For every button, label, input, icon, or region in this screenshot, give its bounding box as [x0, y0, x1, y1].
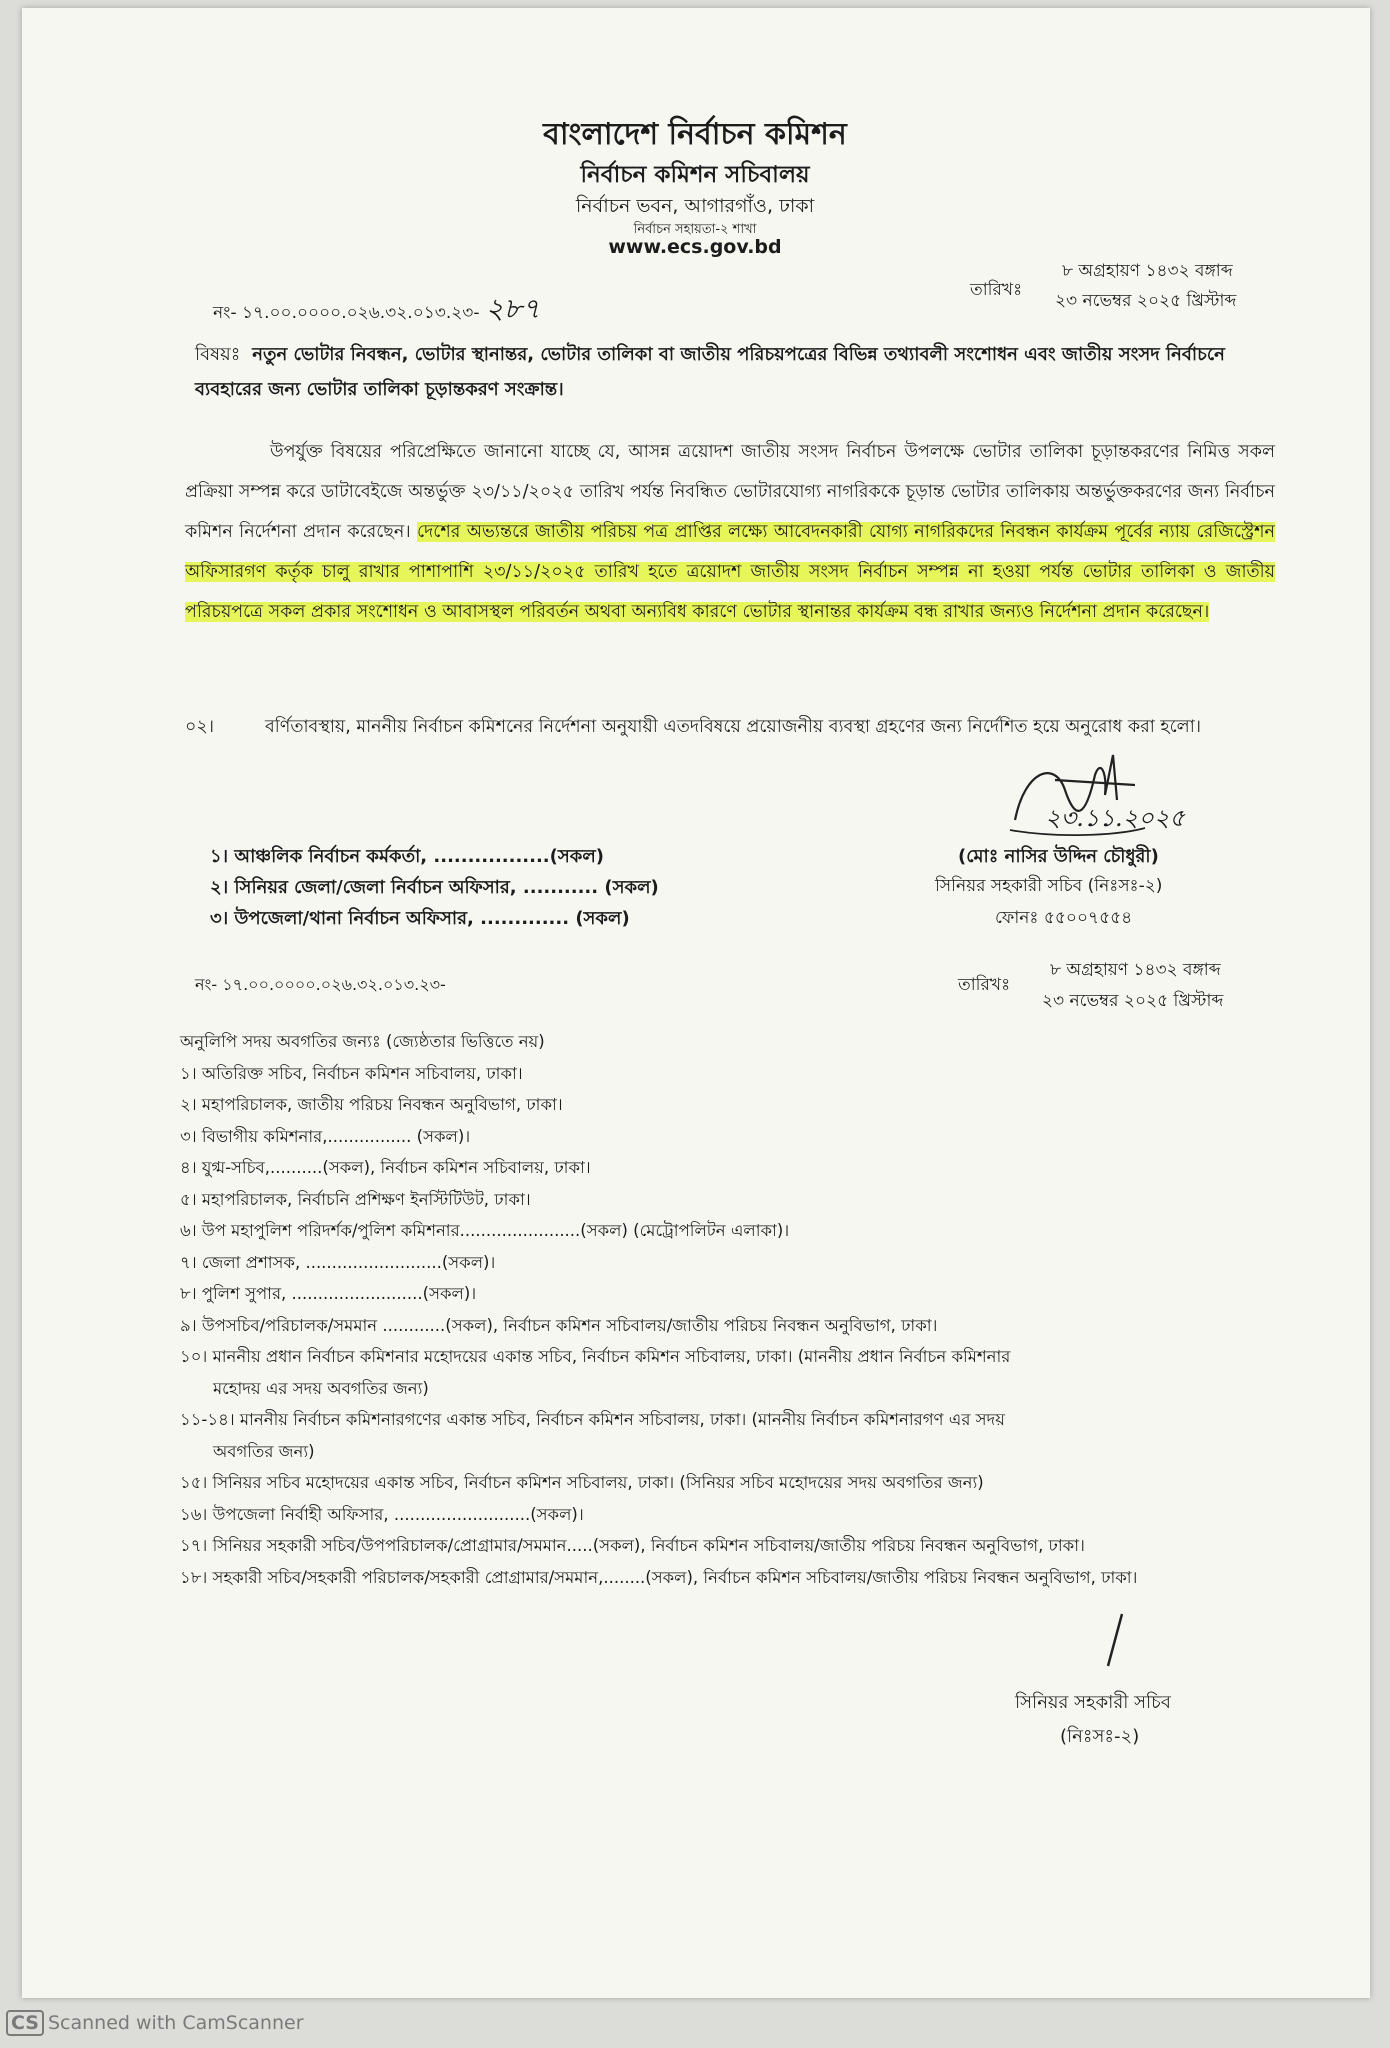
signatory-phone: ফোনঃ ৫৫০০৭৫৫৪: [995, 908, 1133, 928]
list-item: ৮। পুলিশ সুপার, .........................(সকল)।: [180, 1284, 477, 1303]
list-item: ১০। মাননীয় প্রধান নির্বাচন কমিশনার মহোদয়ের একান্ত সচিব, নির্বাচন কমিশন সচিবালয়, ঢাকা। (মাননীয় প্রধান নির্বাচন কমিশনার: [180, 1347, 1011, 1366]
signature-date: ২৩.১১.২০২৫: [1045, 804, 1186, 832]
memo-date-bangla: ৮ অগ্রহায়ণ ১৪৩২ বঙ্গাব্দ: [1062, 261, 1233, 281]
watermark-text: Scanned with CamScanner: [47, 2012, 304, 2034]
org-address: নির্বাচন ভবন, আগারগাঁও, ঢাকা: [575, 195, 815, 217]
body-paragraph-1: [185, 432, 1275, 632]
paragraph-plain: উপর্যুক্ত বিষয়ের পরিপ্রেক্ষিতে জানানো যাচ্ছে যে, আসন্ন ত্রয়োদশ জাতীয় সংসদ নির্বাচন উপলক্ষে ভোটার তালিকা চূড়ান্তকরণের নিমিত্ত সকল প্রক্রিয়া সম্পন্ন করে ডাটাবেইজে অন্তর্ভুক্ত ২৩/১১/২০২৫ তারিখ পর্যন্ত নিবন্ধিত ভোটারযোগ্য নাগরিককে চূড়ান্ত ভোটার তালিকায় অন্তর্ভুক্তকরণের জন্য নির্বাচন কমিশন নির্দেশনা প্রদান করেছেন।: [185, 442, 1275, 542]
list-item: ৫। মহাপরিচালক, নির্বাচনি প্রশিক্ষণ ইনস্টিটিউট, ঢাকা।: [180, 1189, 531, 1209]
signoff-office: (নিঃসঃ-২): [1060, 1726, 1140, 1747]
copy-heading: অনুলিপি সদয় অবগতির জন্যঃ (জ্যেষ্ঠতার ভিত্তিতে নয়): [180, 1032, 545, 1051]
subject: [195, 337, 1285, 407]
memo2-date-bangla: ৮ অগ্রহায়ণ ১৪৩২ বঙ্গাব্দ: [1050, 960, 1221, 980]
recipient-3: ৩। উপজেলা/থানা নির্বাচন অফিসার, ............. (সকল): [210, 908, 630, 929]
recipient-2: ২। সিনিয়র জেলা/জেলা নির্বাচন অফিসার, ........... (সকল): [210, 877, 659, 898]
memo2-date-gregorian: ২৩ নভেম্বর ২০২৫ খ্রিস্টাব্দ: [1042, 991, 1224, 1011]
memo-date-label: তারিখঃ: [970, 280, 1023, 300]
paragraph-number: ০২।: [185, 717, 215, 737]
list-item: ৪। যুগ্ম-সচিব,..........(সকল), নির্বাচন কমিশন সচিবালয়, ঢাকা।: [180, 1158, 591, 1177]
list-item: ২। মহাপরিচালক, জাতীয় পরিচয় নিবন্ধন অনুবিভাগ, ঢাকা।: [180, 1095, 563, 1114]
paragraph-highlight: দেশের অভ্যন্তরে জাতীয় পরিচয় পত্র প্রাপ্তির লক্ষ্যে আবেদনকারী যোগ্য নাগরিকদের নিবন্ধন কার্যক্রম পূর্বের ন্যায় রেজিস্ট্রেশন অফিসারগণ কর্তৃক চালু রাখার পাশাপাশি ২৩/১১/২০২৫ তারিখ হতে ত্রয়োদশ জাতীয় সংসদ নির্বাচন সম্পন্ন না হওয়া পর্যন্ত ভোটার তালিকা ও জাতীয় পরিচয়পত্রে সকল প্রকার সংশোধন ও আবাসস্থল পরিবর্তন অথবা অন্যবিধ কারণে ভোটার স্থানান্তর কার্যক্রম বন্ধ রাখার জন্যও নির্দেশনা প্রদান করেছেন।: [185, 522, 1275, 622]
signatory-designation: সিনিয়র সহকারী সচিব (নিঃসঃ-২): [935, 876, 1163, 896]
list-item: ১৫। সিনিয়র সচিব মহোদয়ের একান্ত সচিব, নির্বাচন কমিশন সচিবালয়, ঢাকা। (সিনিয়র সচিব মহোদয়ের সদয় অবগতির জন্য): [180, 1473, 984, 1492]
memo2-date-label: তারিখঃ: [958, 975, 1011, 995]
subject-label: বিষয়ঃ: [195, 344, 241, 365]
list-item-continuation: মহোদয় এর সদয় অবগতির জন্য): [213, 1378, 429, 1398]
scanner-watermark: [6, 2010, 304, 2036]
list-item: ৭। জেলা প্রশাসক, ..........................(সকল)।: [180, 1252, 496, 1272]
list-item-continuation: অবগতির জন্য): [213, 1441, 315, 1461]
recipient-1: ১। আঞ্চলিক নির্বাচন কর্মকর্তা, .................(সকল): [210, 846, 604, 867]
camscanner-logo: CS: [6, 2010, 44, 2036]
signoff-mark: [1100, 1610, 1130, 1670]
org-branch: নির্বাচন সহায়তা-২ শাখা: [633, 222, 757, 237]
org-website: www.ecs.gov.bd: [608, 236, 782, 258]
org-subtitle: নির্বাচন কমিশন সচিবালয়: [580, 162, 810, 188]
list-item: ১৮। সহকারী সচিব/সহকারী পরিচালক/সহকারী প্রোগ্রামার/সমমান,........(সকল), নির্বাচন কমিশন সচিবালয়/জাতীয় পরিচয় নিবন্ধন অনুবিভাগ, ঢাকা।: [180, 1567, 1138, 1587]
list-item: ৩। বিভাগীয় কমিশনার,................ (সকল)।: [180, 1126, 471, 1146]
list-item: ১৭। সিনিয়র সহকারী সচিব/উপপরিচালক/প্রোগ্রামার/সমমান.....(সকল), নির্বাচন কমিশন সচিবালয়/জাতীয় পরিচয় নিবন্ধন অনুবিভাগ, ঢাকা।: [180, 1536, 1085, 1555]
list-item: ৯। উপসচিব/পরিচালক/সমমান ............(সকল), নির্বাচন কমিশন সচিবালয়/জাতীয় পরিচয় নিবন্ধন অনুবিভাগ, ঢাকা।: [180, 1315, 938, 1335]
list-item: ৬। উপ মহাপুলিশ পরিদর্শক/পুলিশ কমিশনার.......................(সকল) (মেট্রোপলিটন এলাকা)।: [180, 1221, 790, 1240]
body-paragraph-2: [185, 710, 1275, 744]
paragraph-text: বর্ণিতাবস্থায়, মাননীয় নির্বাচন কমিশনের নির্দেশনা অনুযায়ী এতদবিষয়ে প্রয়োজনীয় ব্যবস্থা গ্রহণের জন্য নির্দেশিত হয়ে অনুরোধ করা হলো।: [265, 717, 1202, 737]
org-title: বাংলাদেশ নির্বাচন কমিশন: [543, 117, 847, 152]
list-item: ১। অতিরিক্ত সচিব, নির্বাচন কমিশন সচিবালয়, ঢাকা।: [180, 1063, 523, 1083]
memo-number: নং- ১৭.০০.০০০০.০২৬.৩২.০১৩.২৩- ২৮৭: [213, 292, 541, 325]
subject-text: নতুন ভোটার নিবন্ধন, ভোটার স্থানান্তর, ভোটার তালিকা বা জাতীয় পরিচয়পত্রের বিভিন্ন তথ্যাবলী সংশোধন এবং জাতীয় সংসদ নির্বাচনে ব্যবহারের জন্য ভোটার তালিকা চূড়ান্তকরণ সংক্রান্ত।: [195, 344, 1225, 400]
list-item: ১১-১৪। মাননীয় নির্বাচন কমিশনারগণের একান্ত সচিব, নির্বাচন কমিশন সচিবালয়, ঢাকা। (মাননীয় নির্বাচন কমিশনারগণ এর সদয়: [180, 1410, 1005, 1429]
signoff-designation: সিনিয়র সহকারী সচিব: [1015, 1692, 1171, 1713]
memo-date-gregorian: ২৩ নভেম্বর ২০২৫ খ্রিস্টাব্দ: [1055, 291, 1237, 311]
memo-number-handwritten: ২৮৭: [485, 292, 541, 325]
signatory-name: (মোঃ নাসির উদ্দিন চৌধুরী): [958, 846, 1159, 867]
memo2-number: নং- ১৭.০০.০০০০.০২৬.৩২.০১৩.২৩-: [195, 975, 446, 994]
list-item: ১৬। উপজেলা নির্বাহী অফিসার, ..........................(সকল)।: [180, 1504, 584, 1524]
copy-list: [180, 1026, 1290, 1593]
